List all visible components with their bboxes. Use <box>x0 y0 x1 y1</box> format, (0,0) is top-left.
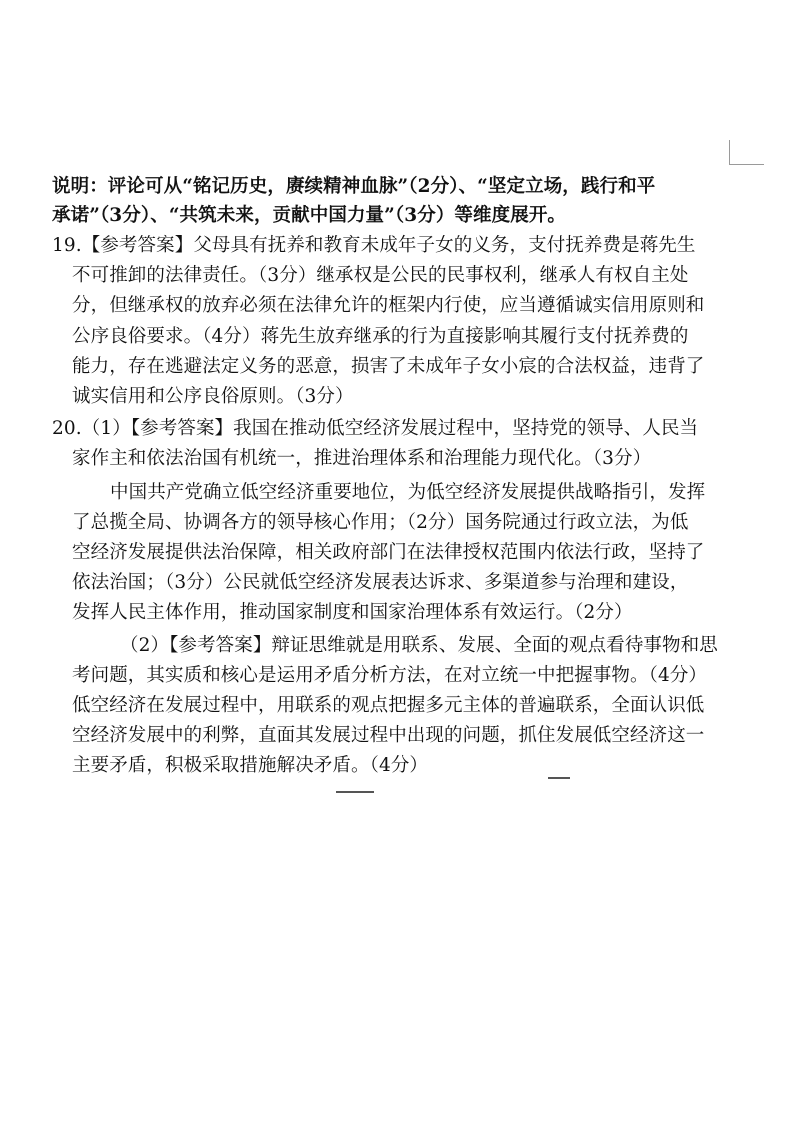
answer-20-2-line-3: 低空经济在发展过程中，用联系的观点把握多元主体的普遍联系，全面认识低 <box>72 695 705 716</box>
explanation-line-1: 说明：评论可从“铭记历史，赓续精神血脉”（2分）、“坚定立场，践行和平 <box>52 176 656 197</box>
answer-19-line-2: 不可推卸的法律责任。（3分）继承权是公民的民事权利，继承人有权自主处 <box>72 265 689 286</box>
answer-19-line-5: 能力，存在逃避法定义务的恶意，损害了未成年子女小宸的合法权益，违背了 <box>72 356 705 377</box>
answer-20-1-line-1: 20.（1）【参考答案】我国在推动低空经济发展过程中，坚持党的领导、人民当 <box>52 418 699 439</box>
answer-20-1-line-5: 空经济发展提供法治保障，相关政府部门在法律授权范围内依法行政，坚持了 <box>72 542 705 563</box>
answer-20-1-line-6: 依法治国；（3分）公民就低空经济发展表达诉求、多渠道参与治理和建设， <box>72 572 689 593</box>
answer-20-2-line-4: 空经济发展中的利弊，直面其发展过程中出现的问题，抓住发展低空经济这一 <box>72 725 705 746</box>
answer-20-1-line-4: 了总揽全局、协调各方的领导核心作用；（2分）国务院通过行政立法，为低 <box>72 512 689 533</box>
scan-mark-center <box>336 791 374 793</box>
answer-20-2-line-5: 主要矛盾，积极采取措施解决矛盾。（4分） <box>72 755 429 776</box>
answer-19-line-1: 19.【参考答案】父母具有抚养和教育未成年子女的义务，支付抚养费是蒋先生 <box>52 235 696 256</box>
answer-20-1-line-7: 发挥人民主体作用，推动国家制度和国家治理体系有效运行。（2分） <box>72 602 633 623</box>
explanation-line-2: 承诺”（3分）、“共筑未来，贡献中国力量”（3分）等维度展开。 <box>52 205 567 226</box>
answer-19-line-3: 分，但继承权的放弃必须在法律允许的框架内行使，应当遵循诚实信用原则和 <box>72 295 705 316</box>
answer-20-2-line-2: 考问题，其实质和核心是运用矛盾分析方法，在对立统一中把握事物。（4分） <box>72 665 708 686</box>
answer-19-line-4: 公序良俗要求。（4分）蒋先生放弃继承的行为直接影响其履行支付抚养费的 <box>72 326 689 347</box>
answer-20-2-line-1: （2）【参考答案】辩证思维就是用联系、发展、全面的观点看待事物和思 <box>120 635 718 656</box>
answer-20-1-line-2: 家作主和依法治国有机统一，推进治理体系和治理能力现代化。（3分） <box>72 448 652 469</box>
page-corner-crop-mark <box>729 140 764 165</box>
scan-mark-right <box>548 777 570 779</box>
answer-20-1-line-3: 中国共产党确立低空经济重要地位，为低空经济发展提供战略指引，发挥 <box>110 482 706 503</box>
answer-19-line-6: 诚实信用和公序良俗原则。（3分） <box>72 386 354 407</box>
